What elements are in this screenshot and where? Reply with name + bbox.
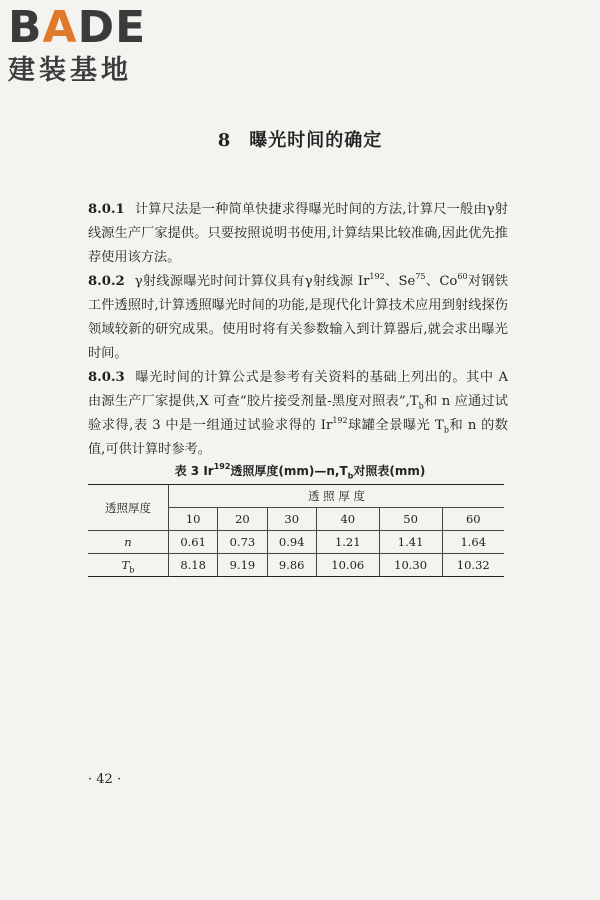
logo-tagline: 建装基地	[8, 55, 132, 86]
table-cell: 1.41	[379, 531, 442, 554]
row-label-tb: $T_b$	[88, 554, 169, 577]
section-8-0-2: 8.0.2 γ射线源曝光时间计算仪具有γ射线源 Ir$^{192}$、Se$^{75}$、Co$^{60}$对钢铁工件透照时,计算透照曝光时间的功能,是现代化计算技术应用到射线探伤领域较新的研究成果。使用时将有关参数输入到计算器后,就会求出曝光时间。	[88, 272, 509, 361]
n-row	[88, 531, 504, 554]
logo	[8, 4, 178, 88]
group-header: 透 照 厚 度	[169, 485, 505, 508]
section-8-0-3: 8.0.3 曝光时间的计算公式是参考有关资料的基础上列出的。其中 A 由源生产厂家提供,X 可查“胶片接受剂量-黑度对照表$”,T_b$和 n 应通过试验求得,表 3 中是一组通过试验求得的 Ir$^{192}$球罐全景曝光 $T_b$和 n 的数值,可供计算时参考。	[88, 370, 508, 457]
table-cell: 0.73	[218, 531, 267, 554]
table-cell: 0.94	[267, 531, 316, 554]
chapter-title	[0, 126, 600, 152]
table-cell: 9.86	[267, 554, 316, 577]
body-text	[88, 198, 508, 462]
table-cell: 10	[169, 508, 218, 531]
table-cell: 1.21	[316, 531, 379, 554]
section-number: 8.0.1	[88, 202, 125, 217]
table-cell: 20	[218, 508, 267, 531]
section-number: 8.0.2	[88, 274, 125, 289]
chapter-number: 8	[217, 130, 232, 151]
thickness-table	[88, 484, 504, 577]
tb-row	[88, 554, 504, 577]
table-cell: 10.06	[316, 554, 379, 577]
table-cell: 1.64	[442, 531, 504, 554]
page-number: · 42 ·	[88, 772, 122, 787]
table-cell: 10.32	[442, 554, 504, 577]
section-8-0-1	[88, 198, 508, 270]
table-cell: 0.61	[169, 531, 218, 554]
section-text: 计算尺法是一种简单快捷求得曝光时间的方法,计算尺一般由γ射线源生产厂家提供。只要按照说明书使用,计算结果比较准确,因此优先推荐使用该方法。	[88, 202, 508, 265]
section-number: 8.0.3	[88, 370, 125, 385]
table-cell: 50	[379, 508, 442, 531]
table-cell: 60	[442, 508, 504, 531]
table-cell: 30	[267, 508, 316, 531]
table-cell: 9.19	[218, 554, 267, 577]
table-cell: 8.18	[169, 554, 218, 577]
row-header-thickness: 透照厚度	[88, 485, 169, 531]
logo-brand: BADE	[8, 2, 147, 53]
table-cell: 40	[316, 508, 379, 531]
table-caption: 表 3 Ir$^{192}$透照厚度$(mm)—n,T_b$对照表(mm)	[174, 462, 426, 481]
chapter-title-text: 曝光时间的确定	[249, 130, 383, 151]
row-label-n: n	[88, 531, 169, 554]
table-cell: 10.30	[379, 554, 442, 577]
